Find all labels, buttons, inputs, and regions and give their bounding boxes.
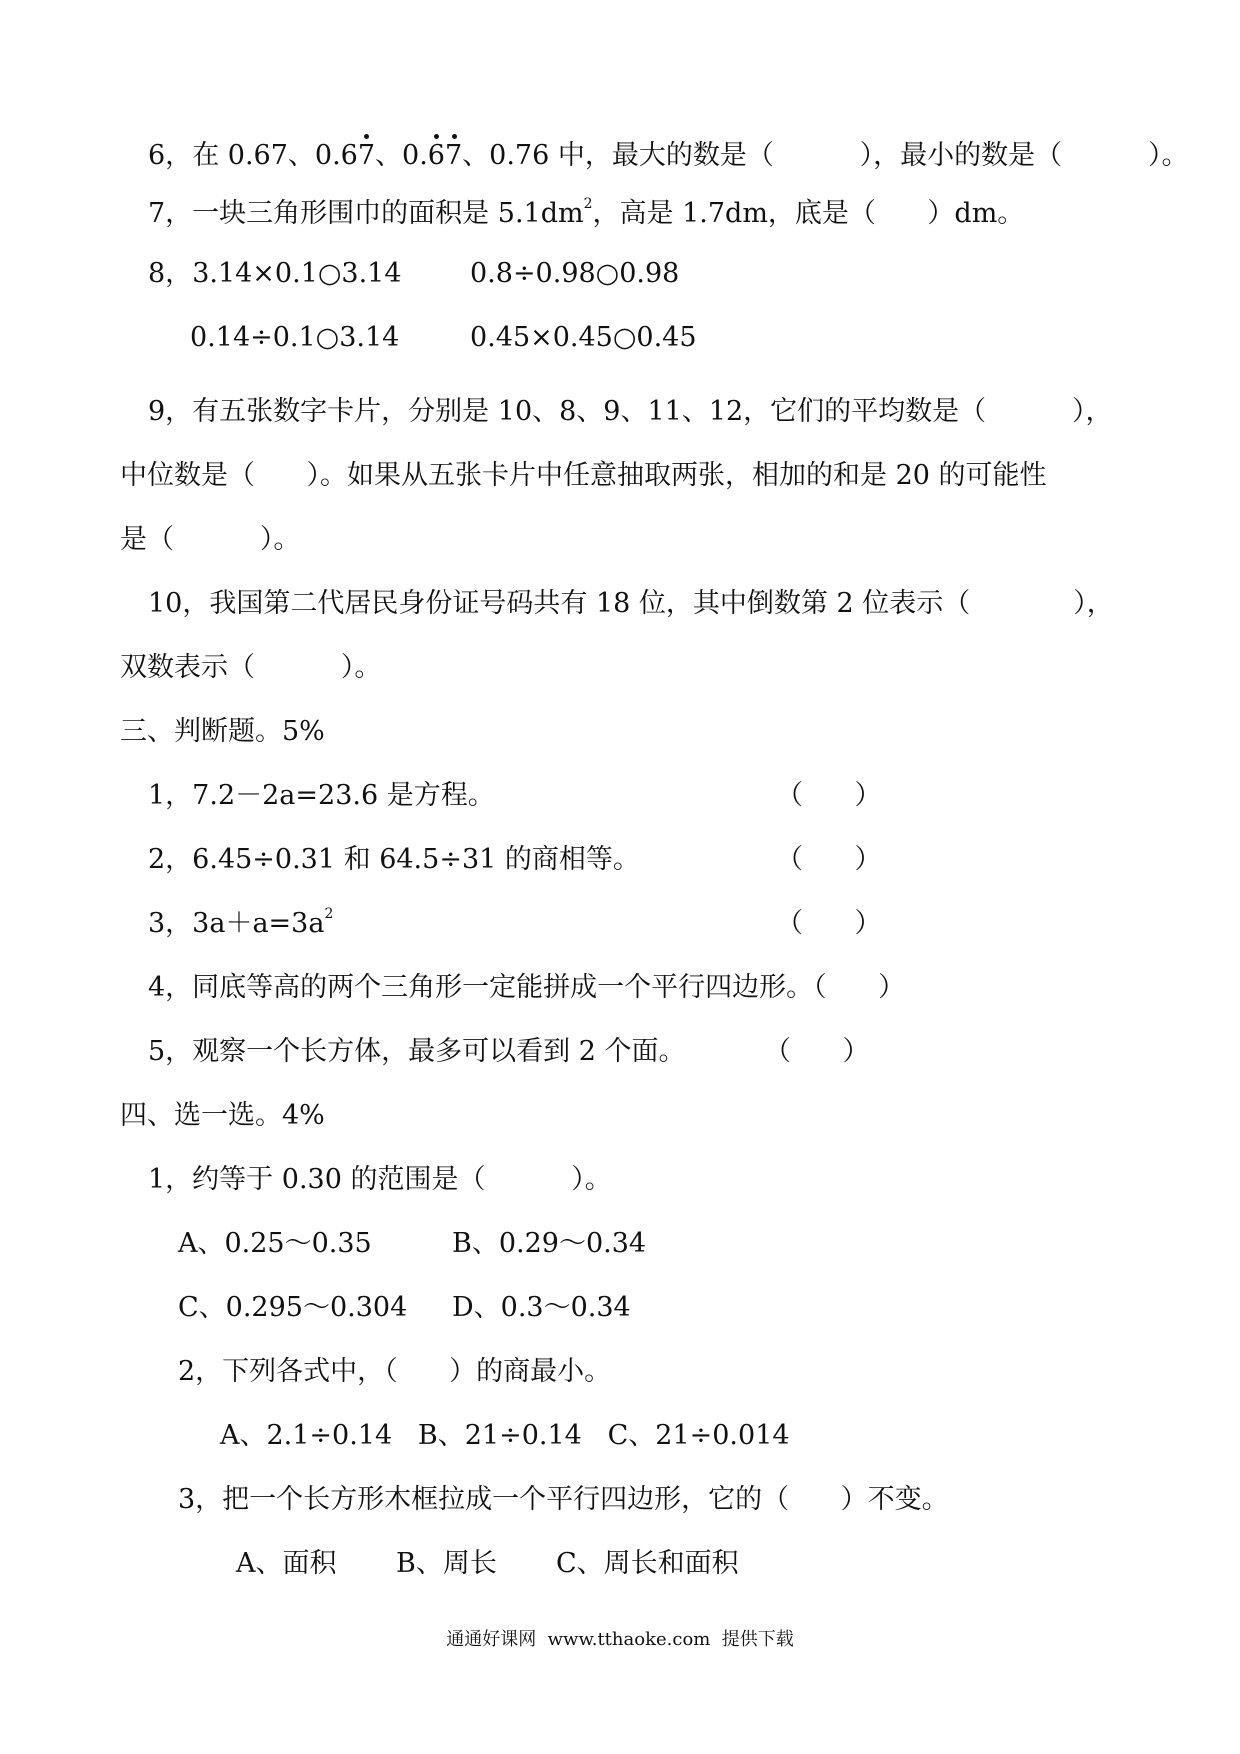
superscript: 2 [583,196,593,212]
choice-1-option-a: A、0.25～0.35 [178,1228,372,1259]
judge-item-4: 4，同底等高的两个三角形一定能拼成一个平行四边形。（ ） [148,972,906,1003]
question-9-line-3: 是（ ）。 [120,524,301,555]
judge-item-5: 5，观察一个长方体，最多可以看到 2 个面。 [148,1036,686,1067]
question-8-row-1: 8，3.14×0.1○3.14 [148,258,402,289]
choice-1-option-c: C、0.295～0.304 [178,1292,408,1323]
choice-2-options: A、2.1÷0.14 B、21÷0.14 C、21÷0.014 [220,1420,790,1451]
page-footer: 通通好课网 www.tthaoke.com 提供下载 [446,1629,794,1650]
section-3-title: 三、判断题。5% [120,716,325,747]
judge-item-3: 3，$3a+a=3a^2$ [148,906,334,939]
question-8-row-2-b: 0.45×0.45○0.45 [470,322,697,353]
repeating-dot-digit: 6 [428,138,445,174]
judge-item-1: 1，7.2－2a=23.6 是方程。 [148,780,495,811]
choice-1-option-b: B、0.29～0.34 [452,1228,647,1259]
superscript: 2 [324,906,334,922]
judge-item-3-blank: （ ） [776,908,882,939]
question-9-line-1: 9，有五张数字卡片，分别是 10、8、9、11、12，它们的平均数是（ ）， [148,396,1113,427]
question-9-line-2: 中位数是（ ）。如果从五张卡片中任意抽取两张，相加的和是 20 的可能性 [120,460,1047,491]
choice-3-option-c: C、周长和面积 [556,1548,739,1579]
judge-item-2: 2，6.45÷0.31 和 64.5÷31 的商相等。 [148,844,640,875]
judge-item-1-blank: （ ） [776,780,882,811]
section-4-title: 四、选一选。4% [120,1100,325,1131]
question-6-number: 6， [148,140,193,171]
repeating-dot-digit: 7 [358,138,375,174]
repeating-dot-digit: 7 [445,138,462,174]
choice-3-option-b: B、周长 [396,1548,497,1579]
choice-1-option-d: D、0.3～0.34 [452,1292,631,1323]
choice-1-stem: 1，约等于 0.30 的范围是（ ）。 [148,1164,612,1195]
choice-2-stem: 2，下列各式中，（ ）的商最小。 [178,1356,612,1387]
judge-item-5-blank: （ ） [764,1036,870,1067]
question-8-row-2-a: 0.14÷0.1○3.14 [190,322,400,353]
choice-3-stem: 3，把一个长方形木框拉成一个平行四边形，它的（ ）不变。 [178,1484,949,1515]
question-10-line-2: 双数表示（ ）。 [120,652,382,683]
choice-3-option-a: A、面积 [236,1548,337,1579]
question-7: 7，一块三角形围巾的面积是 $5.1dm^2$，高是 1.7dm，底是（ ）dm。 [148,196,1025,229]
judge-item-2-blank: （ ） [776,844,882,875]
question-6: 6，在 0.67、0.67、0.67、0.76 中，最大的数是（ ），最小的数是（ ）。 [148,138,1189,174]
question-8-row-1-b: 0.8÷0.98○0.98 [470,258,680,289]
question-10-line-1: 10，我国第二代居民身份证号码共有 18 位，其中倒数第 2 位表示（ ）， [148,588,1114,619]
